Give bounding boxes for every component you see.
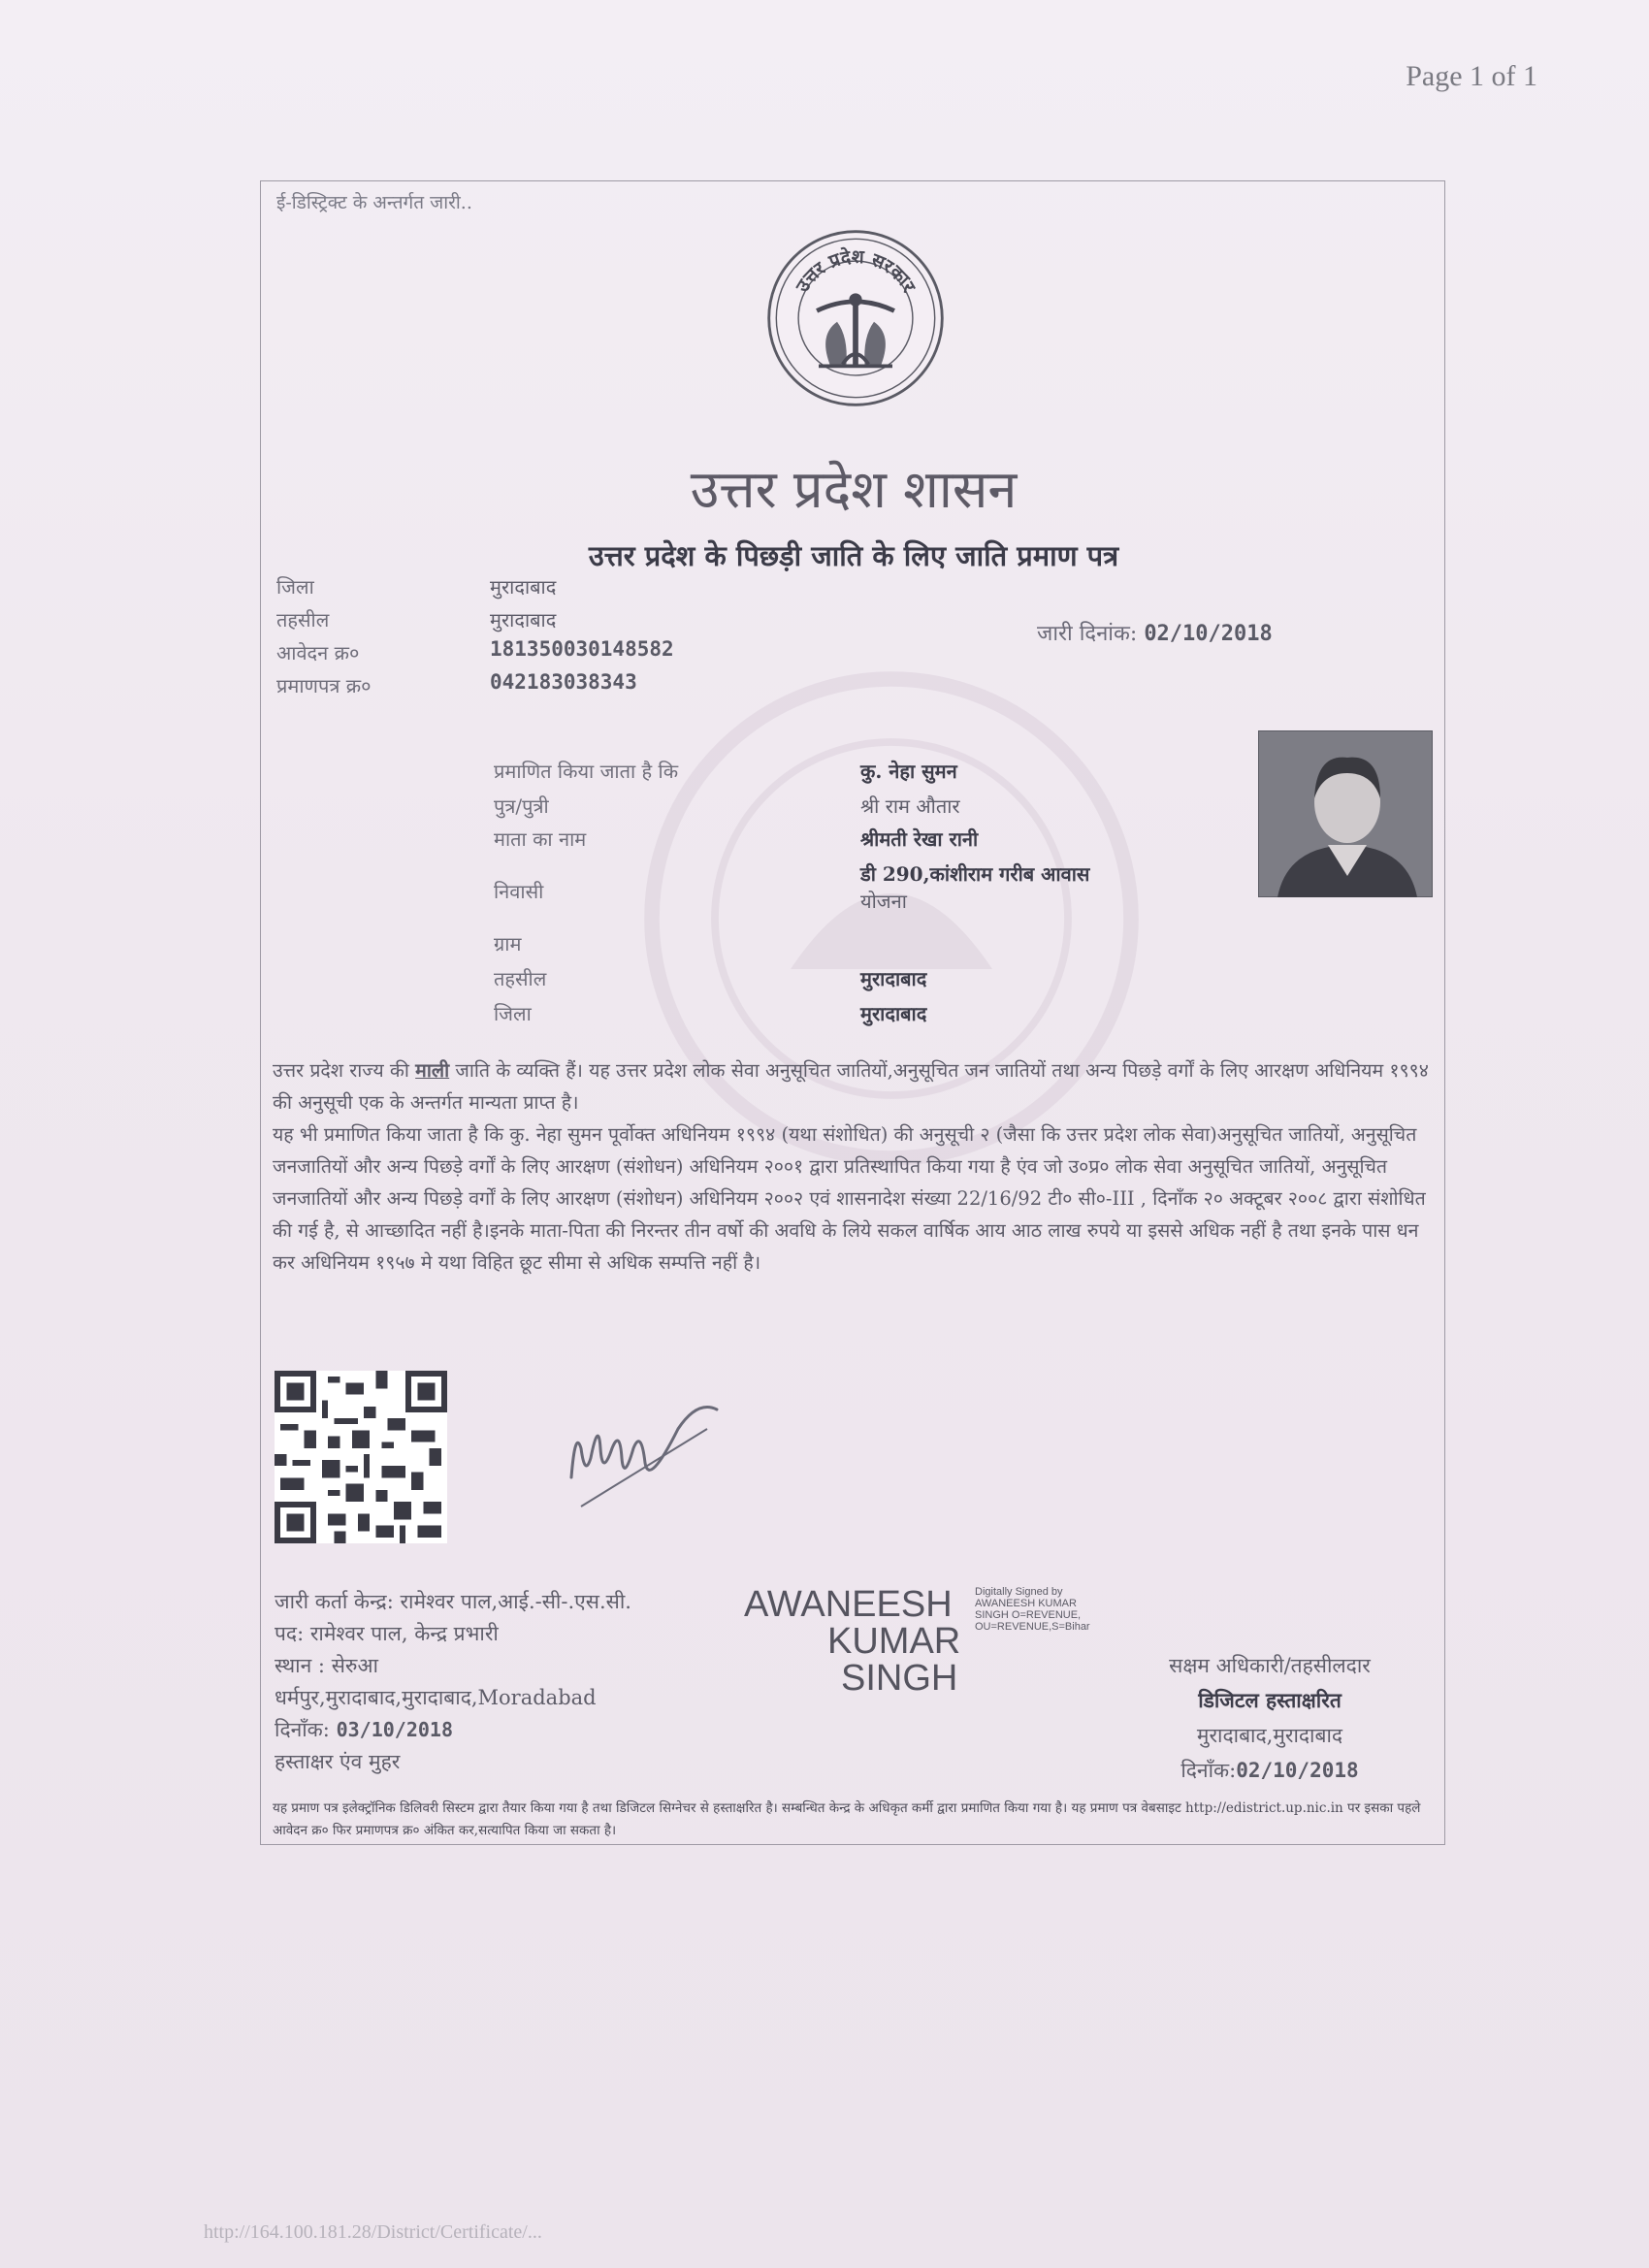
- authority-title: सक्षम अधिकारी/तहसीलदार: [1169, 1654, 1371, 1677]
- certificate-title: उत्तर प्रदेश के पिछड़ी जाति के लिए जाति प्रमाण पत्र: [588, 539, 1119, 572]
- qr-code: [275, 1371, 447, 1543]
- certificate-number-label: प्रमाणपत्र क्र०: [276, 674, 372, 697]
- caste-statement: [273, 1054, 1437, 1118]
- digital-signature-detail-1: Digitally Signed by: [975, 1586, 1063, 1598]
- person-tehsil-value: मुरादाबाद: [860, 967, 927, 990]
- tehsil-value: मुरादाबाद: [490, 608, 557, 632]
- application-number-value: 181350030148582: [490, 637, 674, 661]
- issuing-centre: जारी कर्ता केन्द्र: रामेश्वर पाल,आई.-सी-.एस.सी.: [275, 1590, 631, 1613]
- caste-statement-start: उत्तर प्रदेश राज्य की: [273, 1059, 416, 1082]
- competent-authority-block: [1095, 1648, 1444, 1788]
- person-tehsil-label: तहसील: [494, 967, 547, 990]
- issuer-date-label: दिनाँक:: [275, 1718, 330, 1741]
- application-number-label: आवेदन क्र०: [276, 641, 360, 664]
- verification-footer: यह प्रमाण पत्र इलेक्ट्रॉनिक डिलिवरी सिस्टम द्वारा तैयार किया गया है तथा डिजिटल सिग्नेचर से हस्ताक्षरित है। सम्बन्धित केन्द्र के अधिकृत कर्मी द्वारा प्रमाणित किया गया है। यह प्रमाण पत्र वेबसाइट http://edistrict.up.nic.in पर इसका पहले आवेदन क्र० फिर प्रमाणपत्र क्र० अंकित कर,सत्यापित किया जा सकता है।: [273, 1800, 1421, 1838]
- digitally-signed-label: डिजिटल हस्ताक्षरित: [1198, 1688, 1342, 1712]
- government-title: उत्तर प्रदेश शासन: [690, 459, 1018, 520]
- holder-photo: [1258, 730, 1433, 897]
- person-district-label: जिला: [494, 1002, 532, 1025]
- issue-date-block: [1037, 618, 1273, 647]
- certificate-number-value: 042183038343: [490, 670, 637, 694]
- digital-signer-name-1: AWANEESH: [744, 1584, 953, 1625]
- address-line1: डी 290,कांशीराम गरीब आवास: [860, 862, 1090, 886]
- digital-signature-detail-3: SINGH O=REVENUE,: [975, 1609, 1082, 1621]
- issuer-date: 03/10/2018: [336, 1718, 453, 1741]
- emblem-text: उत्तर प्रदेश सरकार: [792, 245, 920, 297]
- digital-signature-details: [975, 1586, 1120, 1633]
- digital-signature-detail-2: AWANEESH KUMAR: [975, 1598, 1077, 1609]
- handwritten-signature: [552, 1390, 727, 1516]
- district-value: मुरादाबाद: [490, 575, 557, 599]
- father-name: श्री राम औतार: [860, 794, 960, 818]
- authority-place: मुरादाबाद,मुरादाबाद: [1196, 1724, 1343, 1747]
- authority-date-line: [1095, 1753, 1444, 1788]
- son-daughter-label: पुत्र/पुत्री: [494, 794, 549, 818]
- district-label: जिला: [276, 575, 314, 599]
- authority-date-label: दिनाँक:: [1180, 1759, 1237, 1782]
- issuer-address: धर्मपुर,मुरादाबाद,मुरादाबाद,Moradabad: [275, 1686, 597, 1709]
- caste-name: माली: [415, 1059, 450, 1082]
- digital-signer-name-2: KUMAR: [827, 1621, 961, 1662]
- issue-date-label: जारी दिनांक:: [1037, 622, 1138, 646]
- village-label: ग्राम: [494, 932, 522, 956]
- page-number: Page 1 of 1: [1406, 60, 1537, 92]
- certified-that-label: प्रमाणित किया जाता है कि: [494, 760, 679, 783]
- address-line2: योजना: [860, 890, 907, 913]
- issuer-designation: पद: रामेश्वर पाल, केन्द्र प्रभारी: [275, 1622, 499, 1645]
- issuing-centre-block: [275, 1586, 631, 1778]
- certificate-body: [273, 1054, 1437, 1279]
- mother-name: श्रीमती रेखा रानी: [860, 827, 979, 851]
- mother-name-label: माता का नाम: [494, 827, 587, 851]
- creamy-layer-statement: यह भी प्रमाणित किया जाता है कि कु. नेहा सुमन पूर्वोक्त अधिनियम १९९४ (यथा संशोधित) की अनुसूची २ (जैसा कि उत्तर प्रदेश लोक सेवा)अनुसूचित जातियों, अनुसूचित जनजातियों और अन्य पिछड़े वर्गों के लिए आरक्षण (संशोधन) अधिनियम २००१ द्वारा प्रतिस्थापित किया गया है एंव जो उ०प्र० लोक सेवा अनुसूचित जातियों, अनुसूचित जनजातियों और अन्य पिछड़े वर्गों के लिए आरक्षण (संशोधन) अधिनियम २००२ एवं शासनादेश संख्या 22/16/92 टी० सी०-III , दिनाँक २० अक्टूबर २००८ द्वारा संशोधित की गई है, से आच्छादित नहीं है।इनके माता-पिता की निरन्तर तीन वर्षो की अवधि के लिये सकल वार्षिक आय आठ लाख रुपये या इससे अधिक नहीं है तथा इनके पास धन कर अधिनियम १९५७ मे यथा विहित छूट सीमा से अधिक सम्पत्ति नहीं है।: [273, 1123, 1426, 1274]
- signature-and-seal-label: हस्ताक्षर एंव मुहर: [275, 1750, 401, 1773]
- issuer-date-line: [275, 1714, 631, 1746]
- digital-signature-detail-4: OU=REVENUE,S=Bihar: [975, 1621, 1090, 1633]
- person-district-value: मुरादाबाद: [860, 1002, 927, 1025]
- certificate: [260, 180, 1445, 1845]
- resident-label: निवासी: [494, 880, 544, 903]
- digital-signer-name-3: SINGH: [841, 1658, 958, 1699]
- print-url: http://164.100.181.28/District/Certificate/...: [204, 2221, 542, 2243]
- issued-under-note: ई-डिस्ट्रिक्ट के अन्तर्गत जारी..: [276, 192, 472, 213]
- issuer-place: स्थान : सेरुआ: [275, 1654, 378, 1677]
- caste-statement-end: जाति के व्यक्ति हैं। यह उत्तर प्रदेश लोक सेवा अनुसूचित जातियों,अनुसूचित जन जातियों तथा अन्य पिछड़े वर्गों के लिए आरक्षण अधिनियम १९९४ की अनुसूची एक के अन्तर्गत मान्यता प्राप्त है।: [273, 1059, 1429, 1114]
- holder-name: कु. नेहा सुमन: [860, 760, 957, 783]
- up-government-emblem-icon: [763, 226, 948, 410]
- issue-date-value: 02/10/2018: [1144, 622, 1273, 646]
- authority-date: 02/10/2018: [1236, 1759, 1359, 1782]
- tehsil-label: तहसील: [276, 608, 330, 632]
